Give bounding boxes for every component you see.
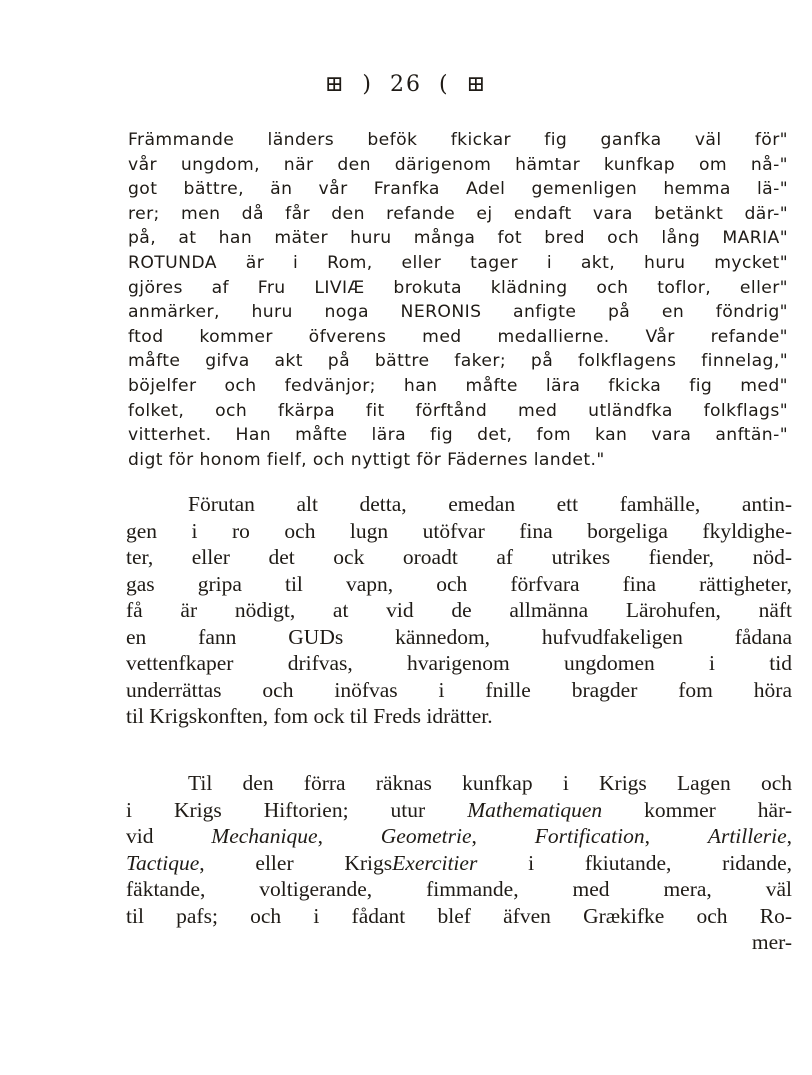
quote-line: på, at han mäter huru många fot bred och lång MARIA" bbox=[128, 228, 788, 249]
text-run: , bbox=[317, 824, 381, 848]
text-run: i Krigs Hiftorien; utur bbox=[126, 797, 468, 822]
body-line bbox=[126, 850, 792, 877]
body-line: gas gripa til vapn, och förfvara fina rättigheter, bbox=[126, 571, 792, 596]
quoted-passage bbox=[128, 128, 788, 472]
quote-line: anmärker, huru noga NERONIS anfigte på en föndrig" bbox=[128, 302, 788, 323]
quote-line: Främmande länders befök fkickar fig ganfka väl för" bbox=[128, 130, 788, 150]
quote-line: ftod kommer öfverens med medallierne. Vår refande" bbox=[128, 326, 788, 347]
body-line: en fann GUDs kännedom, hufvudfakeligen fådana bbox=[126, 624, 792, 649]
body-line bbox=[126, 797, 792, 824]
italic-term: Tactique bbox=[126, 850, 200, 875]
quote-line: folket, och fkärpa fit förftånd med utländfka folkflags" bbox=[128, 400, 788, 421]
text-run: kommer här- bbox=[602, 797, 792, 822]
body-line: gen i ro och lugn utöfvar fina borgeliga fkyldighe- bbox=[126, 518, 792, 543]
text-run: i fkiutande, ridande, bbox=[477, 850, 792, 875]
body-line: Förutan alt detta, emedan ett famhälle, antin- bbox=[188, 492, 792, 516]
body-line: fäktande, voltigerande, fimmande, med mera, väl bbox=[126, 877, 792, 901]
quote-line: rer; men då får den refande ej endaft vara betänkt där-" bbox=[128, 203, 788, 224]
italic-term: Exercitier bbox=[392, 850, 478, 875]
text-run: vid bbox=[126, 824, 212, 848]
left-ornament-icon: ⊞ bbox=[324, 72, 346, 97]
catchword: mer- bbox=[751, 930, 792, 954]
quote-line: vår ungdom, när den därigenom hämtar kunfkap om nå-" bbox=[128, 154, 788, 175]
body-line: Til den förra räknas kunfkap i Krigs Lagen och bbox=[188, 771, 792, 795]
page-header bbox=[0, 72, 812, 97]
text-run: , bbox=[644, 824, 708, 848]
body-line: til pafs; och i fådant blef äfven Grækifke och Ro- bbox=[126, 903, 792, 928]
italic-term: Mechanique bbox=[211, 824, 318, 848]
body-line: ter, eller det ock oroadt af utrikes fiender, nöd- bbox=[126, 545, 792, 569]
text-run: , bbox=[786, 824, 792, 848]
text-run: , bbox=[471, 824, 535, 848]
body-line: til Krigskonften, fom ock til Freds idrätter. bbox=[126, 704, 493, 728]
body-line: få är nödigt, at vid de allmänna Lärohufen, näft bbox=[126, 598, 792, 622]
text-run: , eller Krigs bbox=[199, 850, 393, 875]
quote-line: ROTUNDA är i Rom, eller tager i akt, huru mycket" bbox=[128, 252, 788, 273]
body-line bbox=[126, 823, 792, 850]
italic-term: Fortification bbox=[534, 824, 645, 848]
left-paren: ) bbox=[362, 72, 373, 97]
italic-term: Geometrie bbox=[380, 824, 472, 848]
quote-line: digt för honom fielf, och nyttigt för Fädernes landet." bbox=[128, 449, 605, 470]
body-line: underrättas och inöfvas i fnille bragder fom höra bbox=[126, 677, 792, 702]
quote-line: måfte gifva akt på bättre faker; på folkflagens finnelag," bbox=[128, 351, 788, 372]
quote-line: got bättre, än vår Franfka Adel gemenligen hemma lä-" bbox=[128, 179, 788, 200]
quote-line: gjöres af Fru LIVIÆ brokuta klädning och toflor, eller" bbox=[128, 277, 788, 298]
right-ornament-icon: ⊞ bbox=[466, 72, 488, 97]
page-number: 26 bbox=[390, 72, 422, 97]
paragraph-2 bbox=[126, 770, 792, 956]
quote-line: böjelfer och fedvänjor; han måfte lära fkicka fig med" bbox=[128, 375, 788, 396]
right-paren: ( bbox=[439, 72, 450, 97]
italic-term: Artillerie bbox=[707, 824, 787, 848]
paragraph-1 bbox=[126, 491, 792, 730]
italic-term: Mathematiquen bbox=[467, 797, 603, 822]
quote-line: vitterhet. Han måfte lära fig det, fom kan vara anftän-" bbox=[128, 425, 788, 446]
body-line: vettenfkaper drifvas, hvarigenom ungdomen i tid bbox=[126, 651, 792, 675]
